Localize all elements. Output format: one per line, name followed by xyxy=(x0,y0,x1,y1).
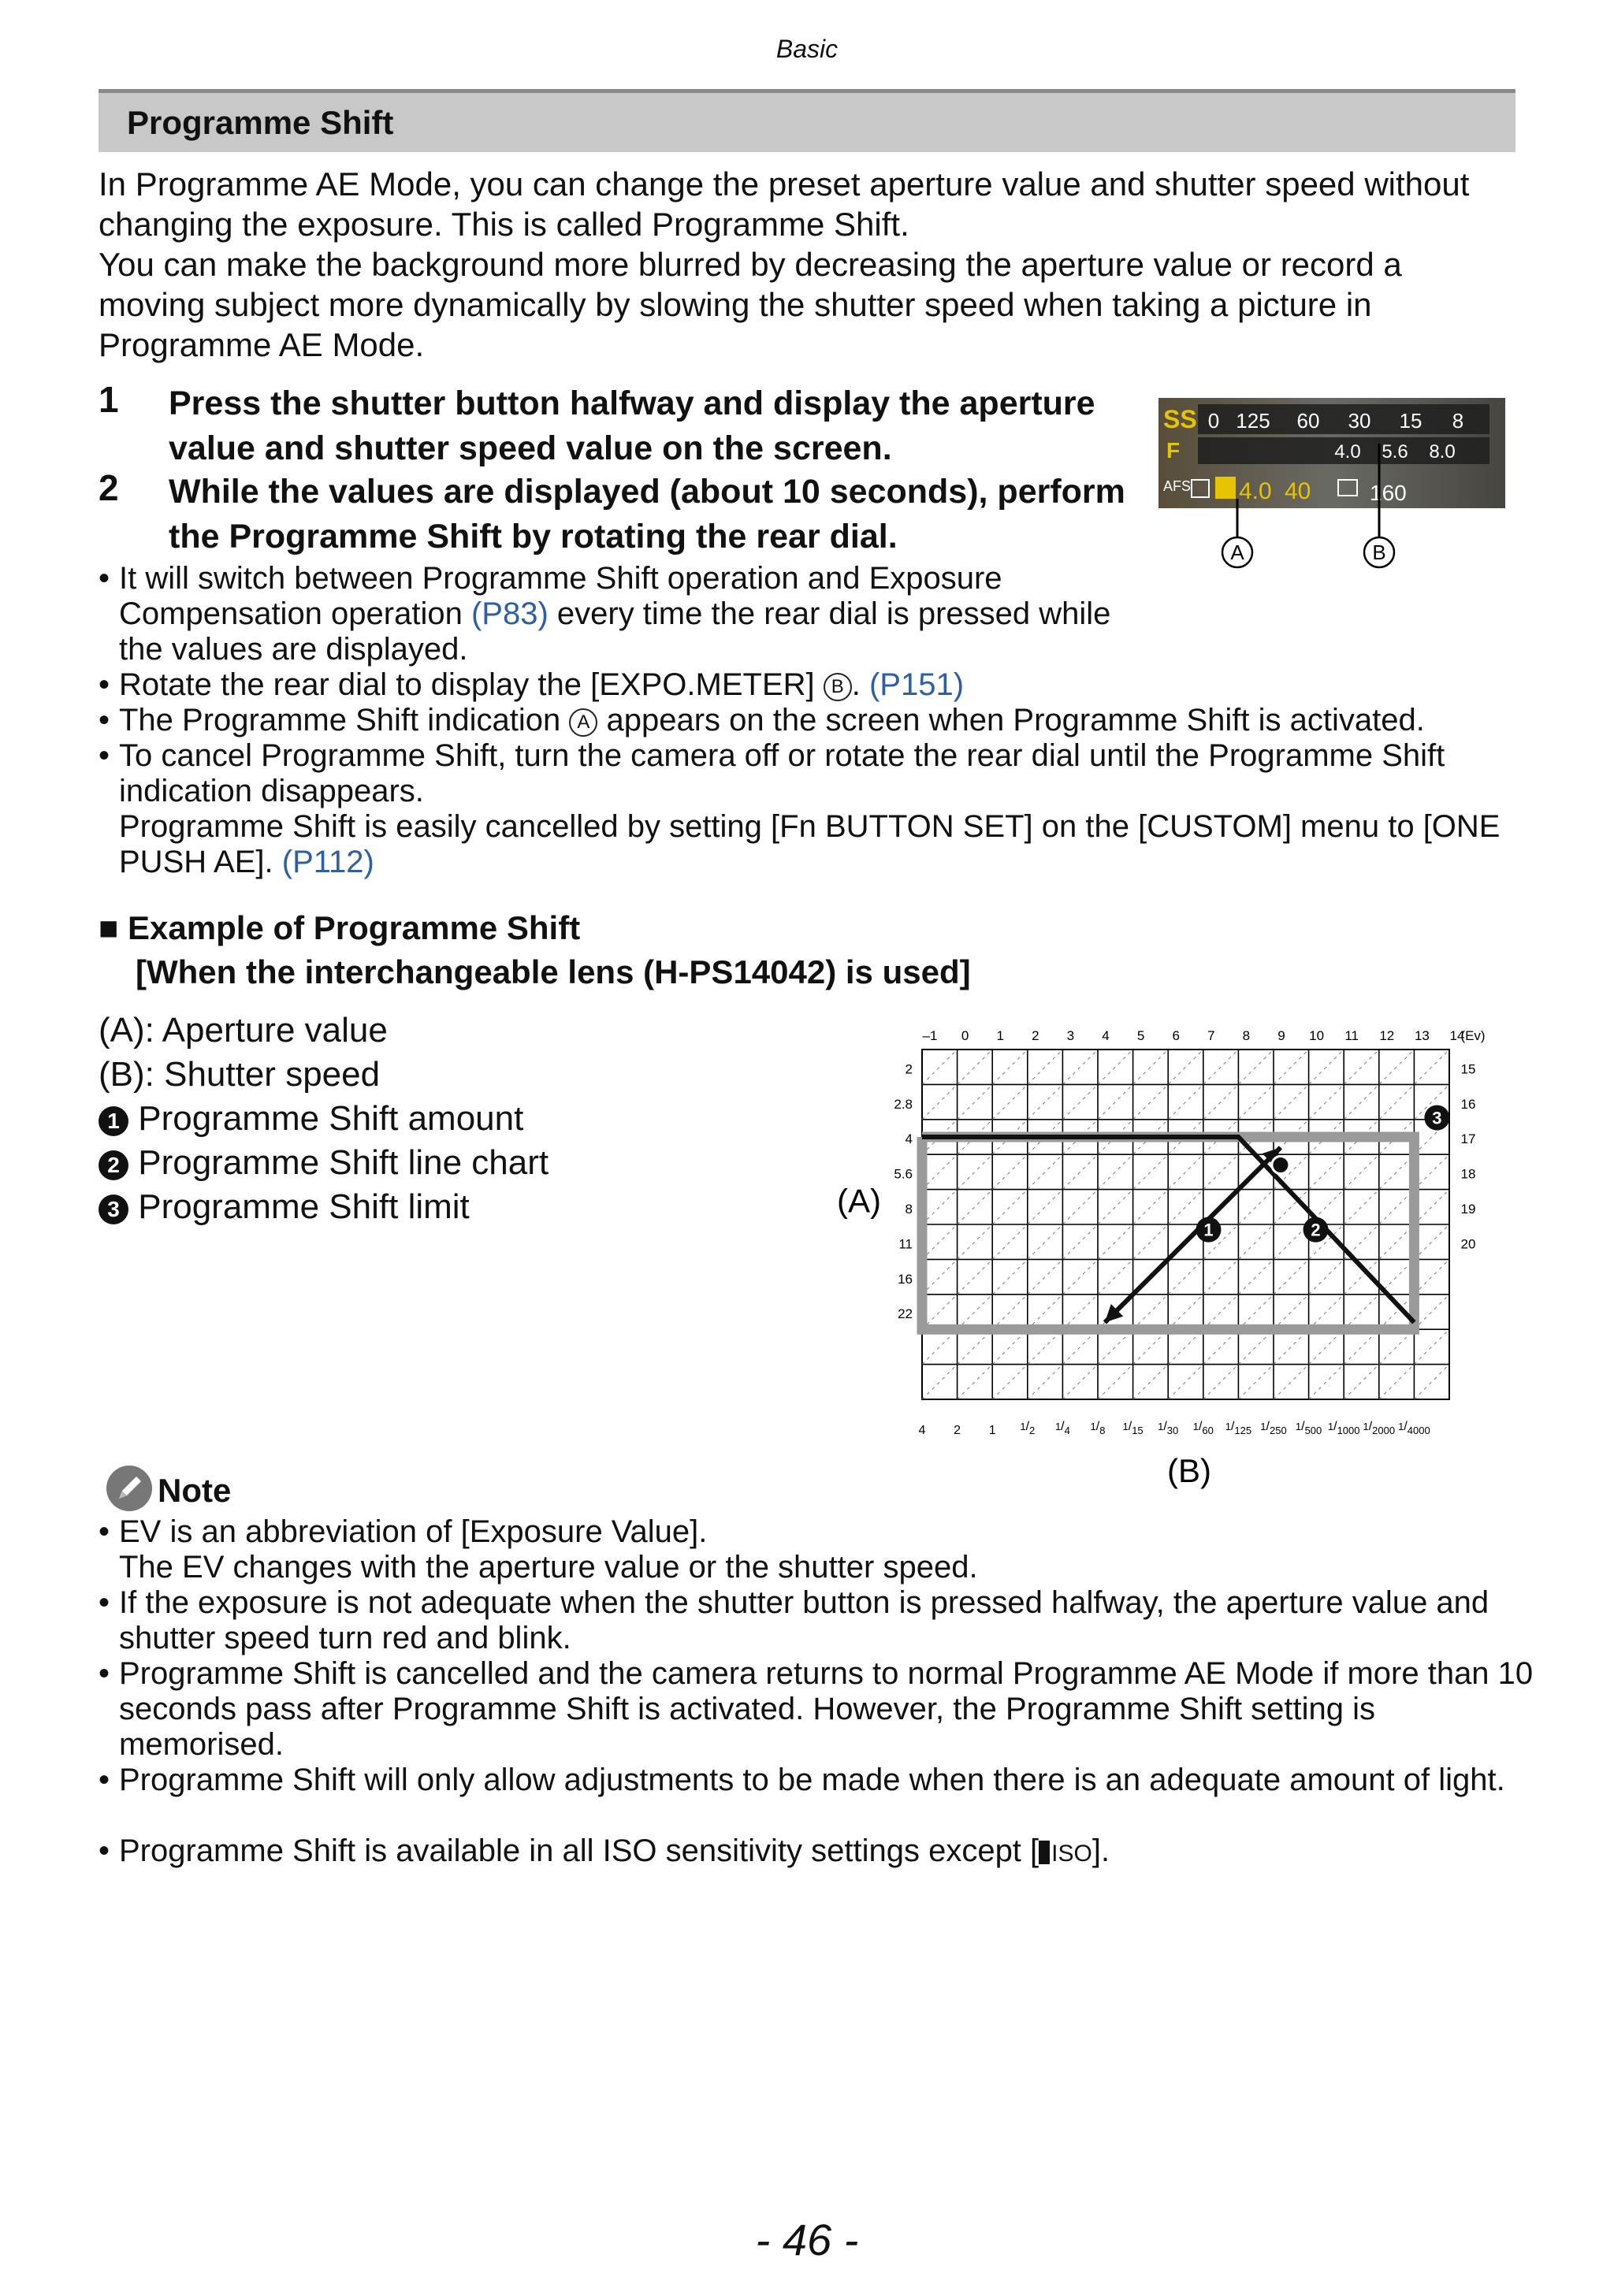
example-subtitle: [When the interchangeable lens (H-PS14042) is used] xyxy=(136,953,971,990)
shutter-scale-label: 60 xyxy=(1296,409,1320,433)
shutter-tick-label: $^1/_{2000}$ xyxy=(1363,1420,1396,1436)
note-title: Note xyxy=(158,1472,232,1509)
aperture-tick-label: 11 xyxy=(898,1236,913,1252)
shutter-scale-label: 125 xyxy=(1236,409,1270,433)
shutter-readout: 40 xyxy=(1285,478,1311,504)
chart-number-3-label: 3 xyxy=(1432,1108,1442,1128)
ev-tick-label: 14 xyxy=(1449,1028,1465,1043)
iso-readout: 160 xyxy=(1370,481,1407,505)
step-1-text: Press the shutter button halfway and display the aperture value and shutter speed value on the screen. xyxy=(169,385,1095,467)
ev-tick-label: 3 xyxy=(1066,1028,1075,1043)
marker-b-inline: B xyxy=(824,673,852,701)
section-title: Programme Shift xyxy=(127,104,394,141)
aperture-tick-label: 8 xyxy=(905,1202,913,1217)
shutter-scale-label: 8 xyxy=(1452,409,1464,433)
ev-axis-label: (Ev) xyxy=(1460,1028,1486,1043)
chart-ylabel: (A) xyxy=(837,1182,881,1220)
intro-text xyxy=(99,164,1517,365)
note-bullet-cancel: • Programme Shift is cancelled and the camera returns to normal Programme AE Mode if more than 10 seconds pass after Programme Shift is activated. However, the Programme Shift setting is memorised. xyxy=(99,1656,1534,1762)
chart-xlabel: (B) xyxy=(1166,1452,1211,1489)
section-title-bar xyxy=(99,89,1515,152)
shutter-tick-label: $^1/_4$ xyxy=(1054,1420,1070,1436)
aperture-tick-label: 2.8 xyxy=(894,1096,913,1112)
f-label: F xyxy=(1166,438,1181,463)
legend-shift-limit: 3 Programme Shift limit xyxy=(99,1185,470,1229)
step-2-text: While the values are displayed (about 10 seconds), perform the Programme Shift by rotating the rear dial. xyxy=(169,473,1125,555)
chart-number-2-label: 2 xyxy=(1311,1220,1321,1240)
ev-tick-label: 11 xyxy=(1344,1028,1359,1043)
ev-tick-label: 8 xyxy=(1242,1028,1251,1043)
step-1-number: 1 xyxy=(99,379,119,420)
aperture-tick-label: 4 xyxy=(905,1131,913,1147)
note-bullet-iso: • Programme Shift is available in all ISO sensitivity settings except [ ISO]. xyxy=(99,1833,1110,1868)
shutter-tick-label: 1 xyxy=(988,1424,996,1437)
aperture-scale-values xyxy=(1334,441,1455,463)
shutter-tick-label: 2 xyxy=(954,1424,961,1437)
shutter-scale-label: 30 xyxy=(1348,409,1371,433)
right-ev-tick-label: 18 xyxy=(1460,1166,1476,1182)
marker-a-inline: A xyxy=(569,708,597,737)
ev-tick-label: 6 xyxy=(1172,1028,1180,1043)
link-p112[interactable]: (P112) xyxy=(281,845,374,879)
right-ev-tick-label: 17 xyxy=(1460,1131,1476,1147)
ev-tick-label: 5 xyxy=(1136,1028,1145,1043)
aperture-tick-label: 5.6 xyxy=(894,1166,913,1182)
shutter-scale-label: 15 xyxy=(1399,409,1422,433)
intelligent-iso-icon: ISO xyxy=(1039,1833,1092,1868)
note-bullet-light: • Programme Shift will only allow adjustments to be made when there is an adequate amount of light. xyxy=(99,1763,1505,1797)
shutter-tick-label: 4 xyxy=(918,1424,926,1437)
number-1-icon: 1 xyxy=(99,1106,128,1136)
bullet-shift-indication: • The Programme Shift indication A appears on the screen when Programme Shift is activated. xyxy=(99,703,1425,737)
bullet-expo-meter: • Rotate the rear dial to display the [EXPO.METER] B . (P151) xyxy=(99,667,965,702)
bullet-cancel-shift: • To cancel Programme Shift, turn the camera off or rotate the rear dial until the Programme Shift indication disappears. Programme Shift is easily cancelled by setting [Fn BUTTON SET] on the [CUSTOM] menu to [ONE PUSH AE]. (P112) xyxy=(99,738,1501,879)
right-ev-tick-label: 16 xyxy=(1460,1096,1476,1112)
step-2-number: 2 xyxy=(99,467,119,508)
ev-tick-label: 12 xyxy=(1379,1028,1395,1043)
note-pencil-icon xyxy=(105,1464,154,1513)
aperture-scale-label: 4.0 xyxy=(1334,441,1361,463)
right-ev-tick-label: 19 xyxy=(1460,1202,1476,1217)
shutter-scale-label: 0 xyxy=(1207,409,1220,433)
aperture-tick-label: 16 xyxy=(898,1271,913,1287)
shutter-tick-label: $^1/_{60}$ xyxy=(1192,1420,1214,1436)
number-2-icon: 2 xyxy=(99,1150,128,1180)
ev-tick-label: 7 xyxy=(1207,1028,1215,1043)
ev-tick-label: 2 xyxy=(1032,1028,1039,1043)
programme-shift-chart xyxy=(827,1016,1521,1489)
right-ev-tick-label: 15 xyxy=(1460,1061,1476,1077)
aperture-readout: 4.0 xyxy=(1239,478,1272,504)
chart-number-1-label: 1 xyxy=(1203,1220,1214,1240)
link-p83[interactable]: (P83) xyxy=(470,596,549,631)
ev-tick-label: 1 xyxy=(996,1028,1004,1043)
aperture-tick-label: 2 xyxy=(905,1061,913,1077)
legend-shutter: (B): Shutter speed xyxy=(99,1055,381,1094)
link-p151[interactable]: (P151) xyxy=(868,667,965,702)
square-bullet-icon: ■ xyxy=(99,909,119,946)
ss-label: SS xyxy=(1163,405,1197,433)
aperture-tick-label: 22 xyxy=(898,1306,913,1322)
bullet-switch-operation: • It will switch between Programme Shift operation and Exposure Compensation operation (P83) every time the rear dial is pressed while the values are displayed. xyxy=(99,561,1111,667)
legend-shift-amount: 1 Programme Shift amount xyxy=(99,1097,523,1141)
shutter-tick-label: $^1/_{1000}$ xyxy=(1327,1420,1360,1436)
legend-shift-line-chart: 2 Programme Shift line chart xyxy=(99,1141,549,1185)
number-3-icon: 3 xyxy=(99,1194,128,1224)
intro-paragraph-2: You can make the background more blurred by decreasing the aperture value or record a moving subject more dynamically by slowing the shutter speed when taking a picture in Programme AE Mode. xyxy=(99,246,1402,363)
shutter-tick-label: $^1/_{15}$ xyxy=(1122,1420,1144,1436)
note-bullet-exposure: • If the exposure is not adequate when the shutter button is pressed halfway, the aperture value and shutter speed turn red and blink. xyxy=(99,1585,1489,1655)
shutter-tick-label: $^1/_{500}$ xyxy=(1295,1420,1322,1436)
page-number: - 46 - xyxy=(755,2215,859,2264)
example-heading: ■ Example of Programme Shift [When the interchangeable lens (H-PS14042) is used] xyxy=(99,909,971,990)
ev-tick-label: 4 xyxy=(1102,1028,1110,1043)
marker-a-label: A xyxy=(1230,541,1244,564)
ev-tick-label: 10 xyxy=(1309,1028,1325,1043)
shutter-tick-label: $^1/_2$ xyxy=(1020,1420,1036,1436)
programme-shift-icon xyxy=(1215,477,1236,499)
camera-display-screenshot xyxy=(1158,398,1505,575)
page-header-label: Basic xyxy=(775,35,839,63)
shutter-tick-label: $^1/_{4000}$ xyxy=(1398,1420,1430,1436)
ev-tick-label: 0 xyxy=(961,1028,969,1043)
shutter-tick-label: $^1/_{250}$ xyxy=(1260,1420,1287,1436)
aperture-scale-label: 8.0 xyxy=(1429,441,1456,463)
chart-grid xyxy=(922,1050,1449,1399)
afs-indicator: AFS xyxy=(1163,478,1192,494)
shift-point-marker xyxy=(1272,1157,1289,1174)
ev-tick-label: 13 xyxy=(1414,1028,1430,1043)
right-ev-tick-label: 20 xyxy=(1460,1236,1476,1252)
note-bullet-ev: • EV is an abbreviation of [Exposure Value]. The EV changes with the aperture value or the shutter speed. xyxy=(99,1514,978,1585)
shutter-tick-label: $^1/_{30}$ xyxy=(1158,1420,1179,1436)
shutter-tick-label: $^1/_{125}$ xyxy=(1225,1420,1252,1436)
aperture-scale-label: 5.6 xyxy=(1382,441,1408,463)
intro-paragraph-1: In Programme AE Mode, you can change the preset aperture value and shutter speed without changing the exposure. This is called Programme Shift. xyxy=(99,165,1470,243)
ev-tick-label: –1 xyxy=(922,1028,938,1043)
ev-tick-label: 9 xyxy=(1277,1028,1285,1043)
legend-aperture: (A): Aperture value xyxy=(99,1011,388,1050)
shutter-tick-label: $^1/_8$ xyxy=(1090,1420,1106,1436)
marker-b-label: B xyxy=(1372,541,1386,564)
